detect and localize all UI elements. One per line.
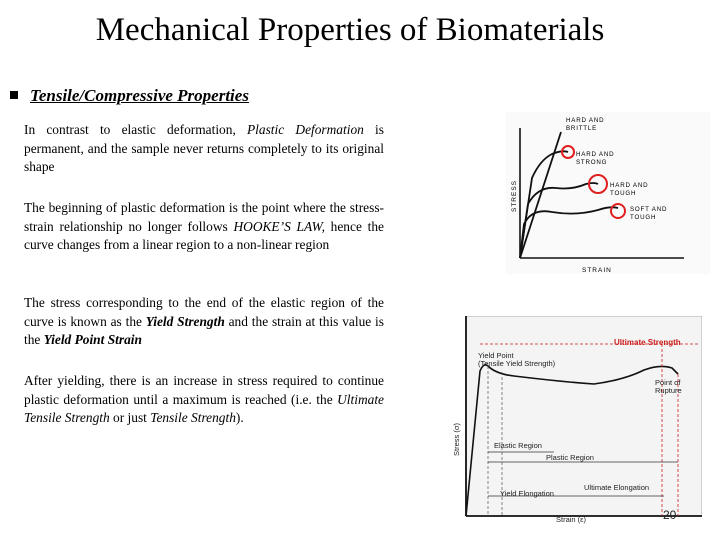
ultimate-elongation-label: Ultimate Elongation [584, 483, 650, 492]
label-hard-tough-1: HARD AND [610, 182, 649, 189]
page-number: 20 [663, 508, 677, 522]
label-soft-tough-2: TOUGH [630, 214, 657, 221]
label-hard-brittle-1: HARD AND [566, 117, 605, 124]
label-hard-brittle-2: BRITTLE [566, 125, 598, 132]
rupture-label-1: Point of [655, 378, 681, 387]
paragraph-segment: and the strain at this value is the [24, 313, 384, 347]
paragraph-yield-strength [24, 294, 384, 350]
paragraph-segment: Yield Point Strain [43, 332, 142, 347]
yield-point-label-1: Yield Point [478, 351, 514, 360]
paragraph-segment: or just [109, 410, 151, 425]
elastic-region-label: Elastic Region [494, 441, 542, 450]
paragraph-segment: is permanent, and the sample never returns completely to its original shape [24, 122, 384, 174]
paragraph-segment: The beginning of plastic deformation is the point where the stress-strain relationship no longer follows [24, 200, 384, 234]
ultimate-strength-label: Ultimate Strength [614, 338, 681, 347]
paragraph-plastic-deformation [24, 121, 384, 177]
x-axis-label: STRAIN [582, 267, 612, 274]
label-hard-tough-2: TOUGH [610, 190, 637, 197]
plastic-region-label: Plastic Region [546, 453, 594, 462]
paragraph-segment: After yielding, there is an increase in stress required to continue plastic deformation until a maximum is reached (i.e. the [24, 373, 384, 407]
paragraph-segment: The stress corresponding to the end of the elastic region of the curve is known as the [24, 295, 384, 329]
paragraph-segment: Tensile Strength [150, 410, 236, 425]
slide-title: Mechanical Properties of Biomaterials [95, 12, 605, 48]
fig2-x-axis-label: Strain (ε) [556, 515, 587, 524]
rupture-label-2: Rupture [655, 386, 682, 395]
yield-elongation-label: Yield Elongation [500, 489, 554, 498]
paragraph-segment: Yield Strength [145, 313, 225, 329]
paragraph-segment: Ultimate Tensile Strength [24, 391, 384, 425]
paragraph-hookes-law [24, 199, 384, 255]
material-types-figure [506, 112, 710, 274]
label-soft-tough-1: SOFT AND [630, 206, 668, 213]
section-heading-text: Tensile/Compressive Properties [30, 86, 249, 105]
paragraph-segment: In contrast to elastic deformation, [24, 122, 247, 137]
square-bullet-icon [10, 91, 18, 99]
label-hard-strong-2: STRONG [576, 159, 608, 166]
fig2-y-axis-label: Stress (σ) [452, 423, 461, 456]
label-hard-strong-1: HARD AND [576, 151, 615, 158]
paragraph-segment: Plastic Deformation [247, 122, 364, 137]
paragraph-segment: HOOKE’S LAW, [233, 218, 325, 234]
section-heading [10, 86, 249, 106]
y-axis-label: STRESS [511, 179, 518, 212]
paragraph-segment: ). [235, 410, 244, 425]
paragraph-ultimate-strength [24, 372, 384, 428]
yield-point-label-2: (Tensile Yield Strength) [478, 359, 556, 368]
paragraph-segment: hence the curve changes from a linear region to a non-linear region [24, 218, 384, 252]
stress-strain-figure [444, 316, 702, 528]
